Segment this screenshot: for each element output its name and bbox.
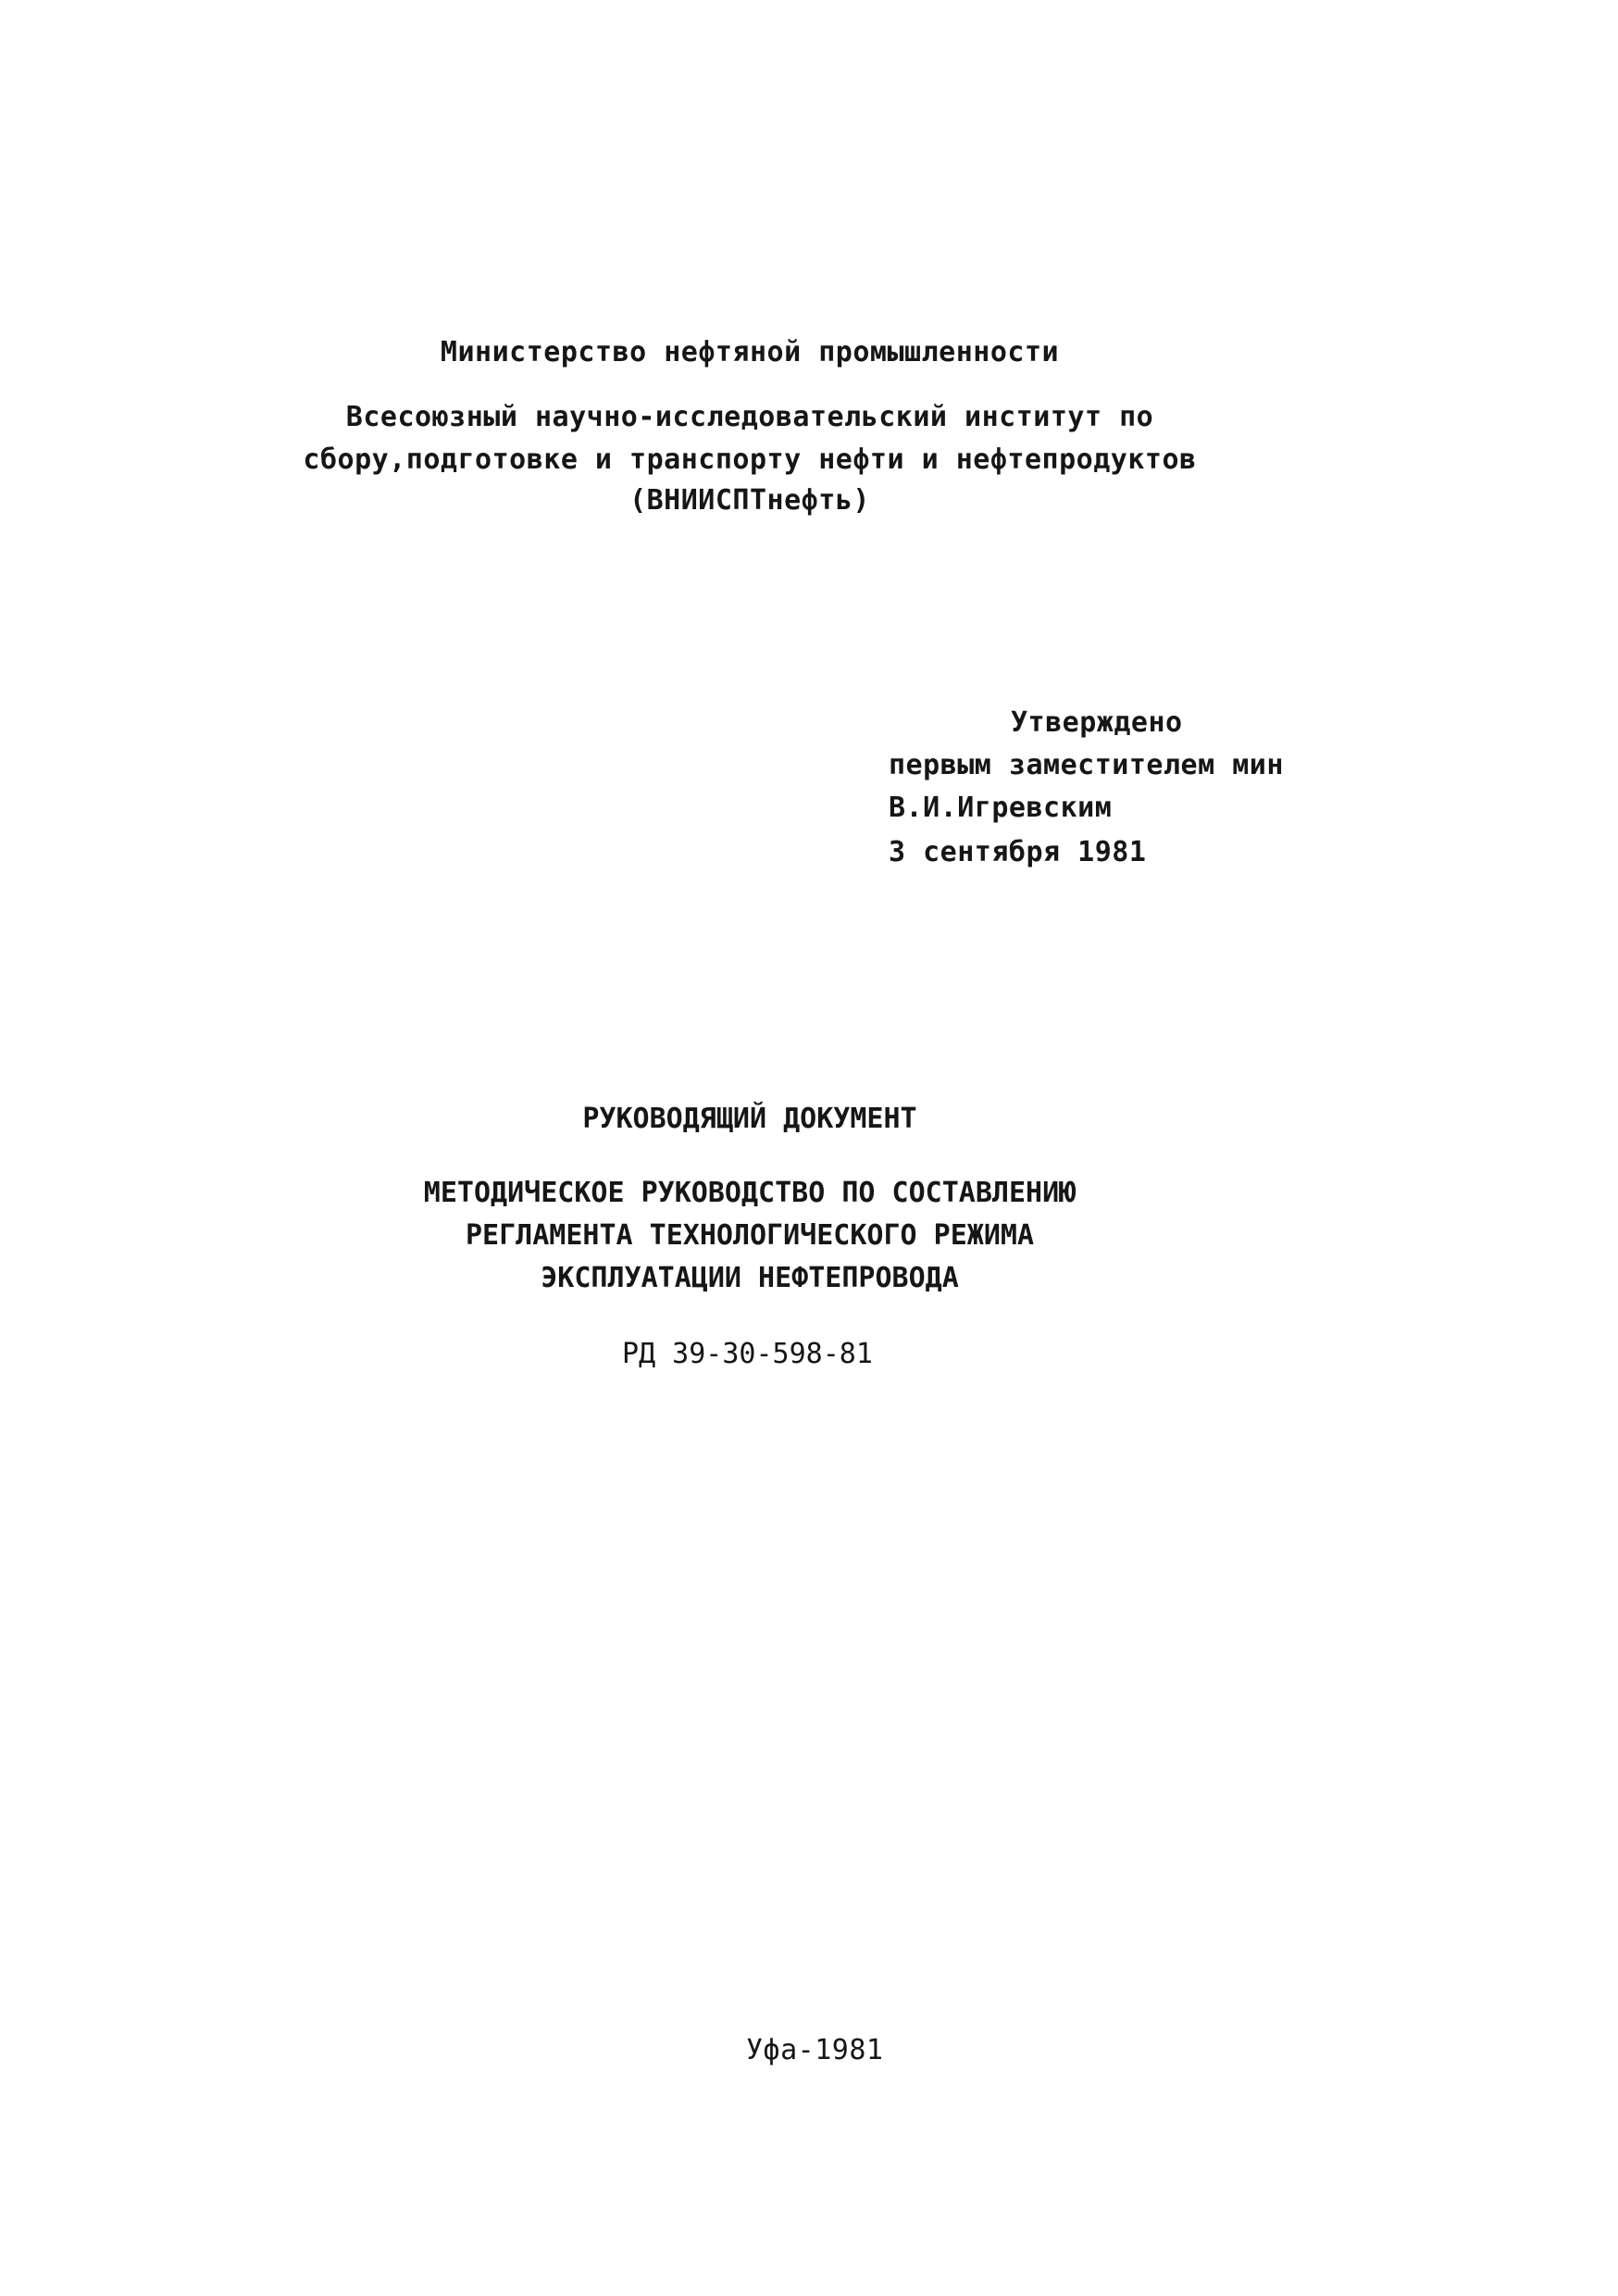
document-title-line1: МЕТОДИЧЕСКОЕ РУКОВОДСТВО ПО СОСТАВЛЕНИЮ	[423, 1177, 1077, 1209]
document-code: РД 39-30-598-81	[622, 1338, 873, 1370]
approval-date: 3 сентября 1981	[889, 836, 1147, 868]
institute-name-line2: сбору,подготовке и транспорту нефти и нефтепродуктов	[303, 443, 1197, 476]
approval-signatory: В.И.Игревским	[889, 792, 1113, 824]
approval-heading: Утверждено	[1011, 706, 1183, 739]
place-and-year: Уфа-1981	[746, 2034, 884, 2066]
ministry-name: Министерство нефтяной промышленности	[440, 336, 1060, 368]
approval-by-line: первым заместителем мин	[889, 749, 1284, 781]
institute-name-line1: Всесоюзный научно-исследовательский институт по	[345, 401, 1154, 433]
document-type: РУКОВОДЯЩИЙ ДОКУМЕНТ	[582, 1103, 917, 1135]
institute-abbreviation: (ВНИИСПТнефть)	[629, 484, 870, 517]
document-title-line3: ЭКСПЛУАТАЦИИ НЕФТЕПРОВОДА	[541, 1262, 959, 1294]
document-title-line2: РЕГЛАМЕНТА ТЕХНОЛОГИЧЕСКОГО РЕЖИМА	[465, 1219, 1035, 1252]
